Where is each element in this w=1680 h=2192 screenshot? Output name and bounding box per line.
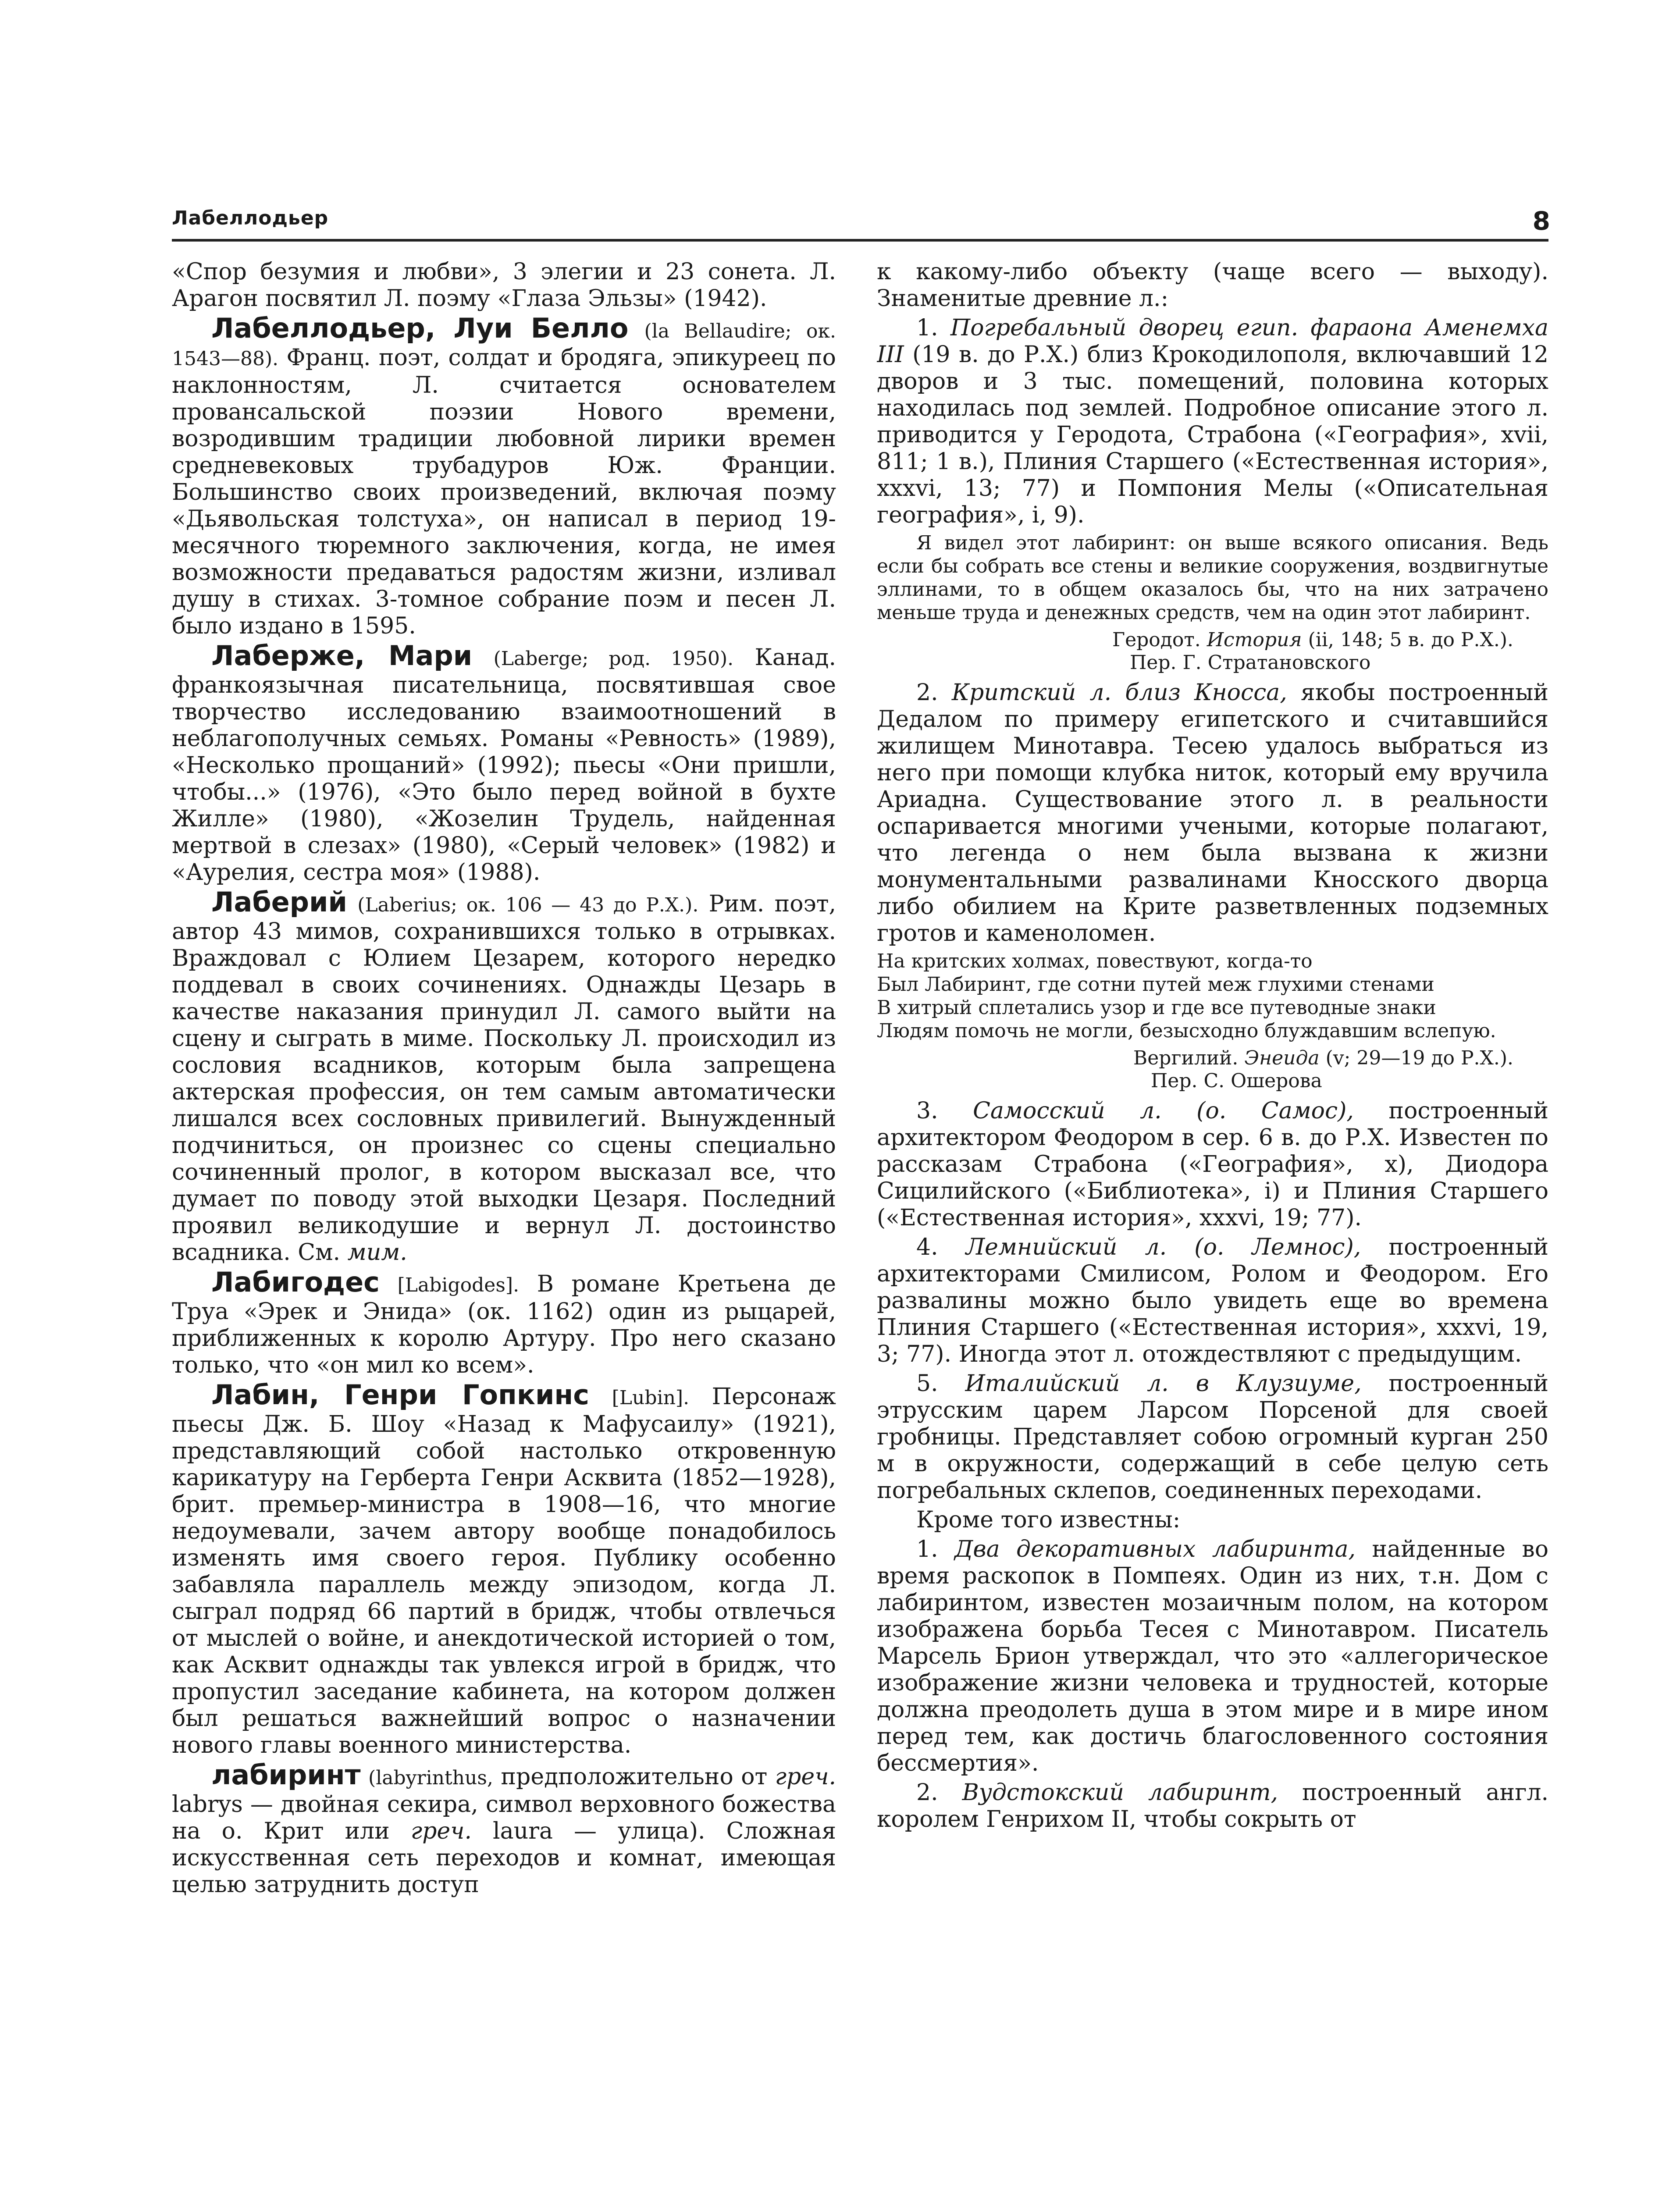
list-item — [877, 315, 1548, 529]
item-title: Италийский л. в Клузиуме, — [965, 1370, 1362, 1397]
item-title: Самосский л. (о. Самос), — [973, 1098, 1354, 1124]
item-text: якобы построенный Дедалом по примеру египетского и считавшийся жилищем Минотавра. Тесею удалось выбраться из него при помощи клубка ниток, который ему вручила Ариадна. Существование этого л. в реальности оспаривается многими учеными, которые полагают, что легенда о нем была вызвана к жизни монументальными развалинами Кносского дворца либо обилием на Крите разветвленных подземных гротов и каменоломен. — [877, 680, 1548, 947]
quotation-attribution — [877, 629, 1548, 674]
item-title: Два декоративных лабиринта, — [954, 1536, 1356, 1562]
item-number: 4. — [916, 1234, 938, 1260]
entry-text: labrys — двойная секира, символ верховного божества на о. Крит или — [172, 1791, 836, 1844]
item-text: построенный этрусским царем Ларсом Порсеной для своей гробницы. Представляет собою огромный курган 250 м в окружности, содержащий в себе целую сеть погребальных склепов, соединенных переходами. — [877, 1370, 1548, 1504]
list-item — [877, 1536, 1548, 1777]
abbrev-greek: греч. — [775, 1764, 836, 1790]
item-number: 2. — [916, 680, 938, 706]
entry-labellodier — [172, 312, 836, 640]
item-title: Лемнийский л. (о. Лемнос), — [965, 1234, 1361, 1260]
continuation-text: «Спор безумия и любви», 3 элегии и 23 сонета. Л. Арагон посвятил Л. поэму «Глаза Эльзы» (1942). — [172, 259, 836, 312]
entry-labyrinth — [172, 1761, 836, 1898]
entry-text: Канад. франкоязычная писательница, посвятившая свое творчество исследованию взаимоотношений в неблагополучных семьях. Романы «Ревность» (1989), «Несколько прощаний» (1992); пьесы «Они пришли, чтобы...» (1976), «Это было перед войной в бухте Жилле» (1980), «Жозелин Трудель, найденная мертвой в слезах» (1980), «Серый человек» (1982) и «Аурелия, сестра моя» (1988). — [172, 644, 836, 886]
left-column — [172, 259, 836, 2192]
item-number: 1. — [916, 315, 938, 341]
etymology: [Labigodes]. — [397, 1274, 520, 1296]
item-title: Вудстокский лабиринт, — [962, 1779, 1278, 1806]
etymology: (Laberge; род. 1950). — [493, 648, 734, 670]
header-rule — [172, 239, 1548, 242]
item-number: 2. — [916, 1779, 938, 1806]
quotation-virgil — [877, 950, 1548, 1043]
running-head: Лабеллодьер — [172, 207, 329, 229]
entry-text: В романе Кретьена де Труа «Эрек и Энида» (ок. 1162) один из рыцарей, приближенных к королю Артуру. Про него сказано только, что «он мил ко всем». — [172, 1271, 836, 1378]
entry-lubin — [172, 1381, 836, 1759]
page-number: 8 — [1532, 206, 1550, 236]
etymology: (labyrinthus, — [368, 1767, 493, 1789]
quotation-attribution — [877, 1047, 1548, 1092]
list-item — [877, 680, 1548, 947]
list-item — [877, 1779, 1548, 1833]
etymology: [Lubin]. — [612, 1387, 690, 1409]
etymology: (la Bellaudire; ок. 1543—88). — [172, 320, 836, 370]
abbrev-greek: греч. — [410, 1818, 472, 1844]
item-title: Погребальный дворец егип. фараона Аменемха III — [877, 315, 1548, 368]
verse-line: Людям помочь не могли, безысходно блуждавшим вслепую. — [877, 1020, 1496, 1042]
headword: Лабигодес — [211, 1266, 380, 1298]
headword: лабиринт — [211, 1759, 361, 1791]
list-item — [877, 1098, 1548, 1231]
entry-text: предположительно от — [493, 1764, 775, 1790]
list-item — [877, 1234, 1548, 1368]
item-number: 5. — [916, 1370, 938, 1397]
attr-author: Геродот. — [1112, 629, 1201, 651]
attr-translator: Пер. Г. Стратановского — [1129, 651, 1371, 674]
cross-reference: мим. — [347, 1239, 407, 1266]
item-text: построенный архитекторами Смилисом, Ролом и Феодором. Его развалины можно было увидеть еще во времена Плиния Старшего («Естественная история», xxxvi, 19, 3; 77). Иногда этот л. отождествляют с предыдущим. — [877, 1234, 1548, 1367]
entry-text: laura — улица). Сложная искусственная сеть переходов и комнат, имеющая целью затруднить доступ — [172, 1818, 836, 1898]
etymology: (Laberius; ок. 106 — 43 до Р.Х.). — [357, 894, 699, 916]
attr-work: Энеида — [1244, 1047, 1320, 1069]
attr-ref: (v; 29—19 до Р.Х.). — [1325, 1047, 1513, 1069]
item-number: 1. — [916, 1536, 938, 1562]
entry-text: Персонаж пьесы Дж. Б. Шоу «Назад к Мафусаилу» (1921), представляющий собой настолько откровенную карикатуру на Герберта Генри Асквита (1852—1928), брит. премьер-министра в 1908—16, что многие недоумевали, зачем автору вообще понадобилось изменять имя своего героя. Публику особенно забавляла параллель между эпизодом, когда Л. сыграл подряд 66 партий в бридж, чтобы отвлечься от мыслей о войне, и анекдотической историей о том, как Асквит однажды так увлекся игрой в бридж, что пропустил заседание кабинета, на котором должен был решаться важнейший вопрос о назначении нового главы военного министерства. — [172, 1384, 836, 1758]
continuation-text: к какому-либо объекту (чаще всего — выходу). Знаменитые древние л.: — [877, 259, 1548, 312]
verse-line: На критских холмах, повествуют, когда-то — [877, 950, 1313, 972]
verse-line: В хитрый сплетались узор и где все путеводные знаки — [877, 996, 1436, 1019]
list-intro: Кроме того известны: — [916, 1507, 1181, 1533]
entry-laberius — [172, 886, 836, 1266]
item-title: Критский л. близ Кносса, — [951, 680, 1287, 706]
item-text: построенный архитектором Феодором в сер. 6 в. до Р.Х. Известен по рассказам Страбона («География», x), Диодора Сицилийского («Библиотека», i) и Плиния Старшего («Естественная история», xxxvi, 19; 77). — [877, 1098, 1548, 1231]
attr-translator: Пер. С. Ошерова — [1150, 1070, 1322, 1092]
attr-ref: (ii, 148; 5 в. до Р.Х.). — [1308, 629, 1513, 651]
item-number: 3. — [916, 1098, 938, 1124]
verse-line: Был Лабиринт, где сотни путей меж глухими стенами — [877, 973, 1434, 996]
item-text: (19 в. до Р.Х.) близ Крокодилополя, включавший 12 дворов и 3 тыс. помещений, половина которых находилась под землей. Подробное описание этого л. приводится у Геродота, Страбона («География», xvii, 811; 1 в.), Плиния Старшего («Естественная история», xxxvi, 13; 77) и Помпония Мелы («Описательная география», i, 9). — [877, 342, 1548, 528]
entry-text: Франц. поэт, солдат и бродяга, эпикуреец по наклонностям, Л. считается основателем провансальской поэзии Нового времени, возродившим традиции любовной лирики времен средневековых трубадуров Юж. Франции. Большинство своих произведений, включая поэму «Дьявольская толстуха», он написал в период 19-месячного тюремного заключения, когда, не имея возможности предаваться радостям жизни, изливал душу в стихах. 3-томное собрание поэм и песен Л. было издано в 1595. — [172, 345, 836, 639]
headword: Лаберже, Мари — [211, 640, 473, 672]
headword: Лаберий — [211, 886, 347, 918]
headword: Лабеллодьер, Луи Белло — [211, 312, 629, 344]
attr-work: История — [1207, 629, 1302, 651]
attr-author: Вергилий. — [1133, 1047, 1239, 1069]
entry-labigodes — [172, 1266, 836, 1379]
right-column — [877, 259, 1548, 2192]
list-item — [877, 1370, 1548, 1504]
entry-laberge — [172, 642, 836, 886]
item-text: построенный англ. королем Генрихом II, чтобы сокрыть от — [877, 1779, 1548, 1833]
item-text: найденные во время раскопок в Помпеях. Один из них, т.н. Дом с лабиринтом, известен мозаичным полом, на котором изображена борьба Тесея с Минотавром. Писатель Марсель Брион утверждал, что это «аллегорическое изображение жизни человека и трудностей, которые должна преодолеть душа в этом мире и в мире ином перед тем, как достичь благословенного состояния бессмертия». — [877, 1536, 1548, 1776]
quotation-herodotus: Я видел этот лабиринт: он выше всякого описания. Ведь если бы собрать все стены и великие сооружения, воздвигнутые эллинами, то в общем оказалось бы, что на них затрачено меньше труда и денежных средств, чем на один этот лабиринт. — [877, 532, 1548, 624]
headword: Лабин, Генри Гопкинс — [211, 1379, 590, 1411]
entry-text: Рим. поэт, автор 43 мимов, сохранившихся только в отрывках. Враждовал с Юлием Цезарем, которого нередко поддевал в своих сочинениях. Однажды Цезарь в качестве наказания принудил Л. самого выйти на сцену и сыграть в миме. Поскольку Л. происходил из сословия всадников, которым была запрещена актерская профессия, он тем самым автоматически лишался всех сословных привилегий. Вынужденный подчиниться, он произнес со сцены специально сочиненный пролог, в котором высказал все, что думает по поводу этой выходки Цезаря. Последний проявил великодушие и вернул Л. достоинство всадника. См. — [172, 891, 836, 1266]
